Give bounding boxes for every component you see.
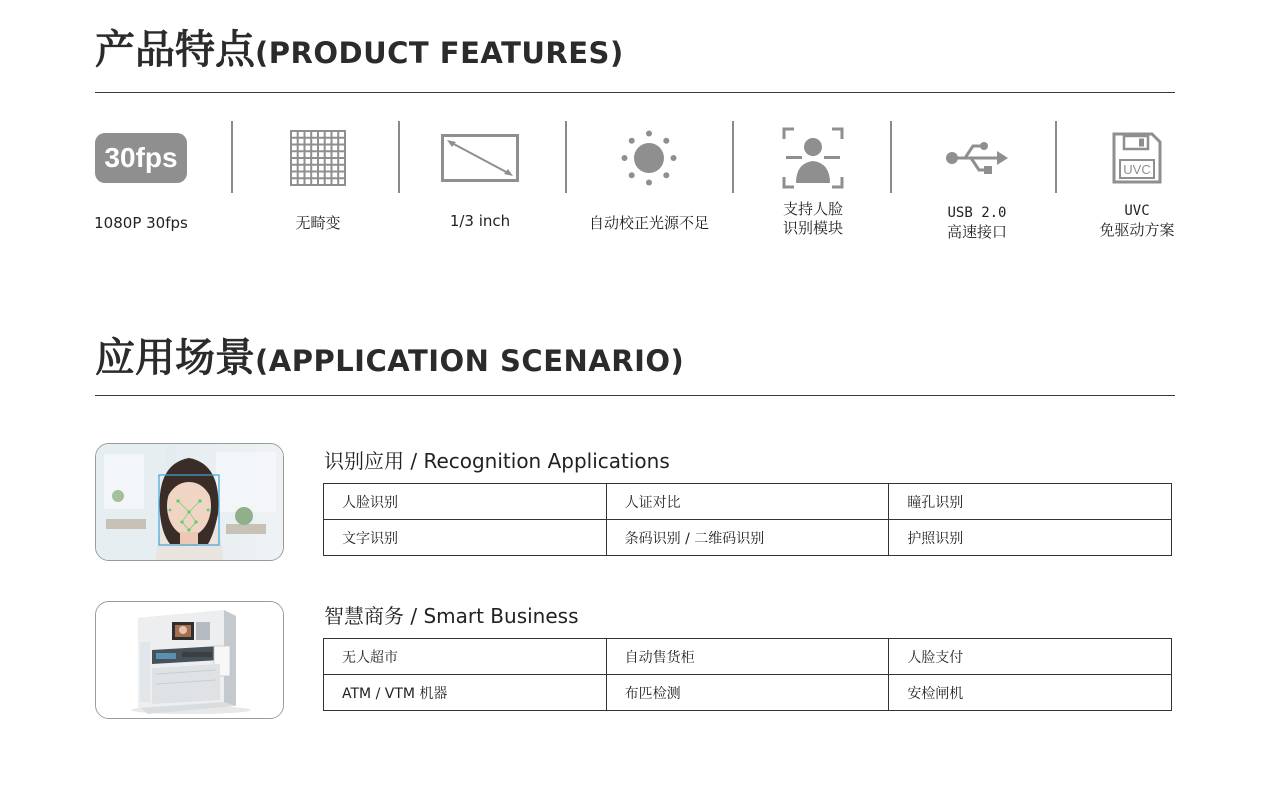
table-row bbox=[324, 520, 1172, 556]
uvc-icon-text: UVC bbox=[1123, 162, 1151, 177]
scenario-title-zh: 应用场景 bbox=[95, 335, 255, 381]
floppy-disk-icon bbox=[1077, 118, 1197, 198]
table-cell: 人脸识别 bbox=[324, 484, 607, 520]
table-row bbox=[324, 639, 1172, 675]
feature-divider bbox=[1055, 121, 1057, 193]
recognition-applications-table bbox=[323, 483, 1172, 556]
table-cell: 护照识别 bbox=[889, 520, 1172, 556]
features-title-en: (PRODUCT FEATURES) bbox=[255, 36, 624, 70]
table-cell: 人证对比 bbox=[606, 484, 889, 520]
feature-label: 1080P 30fps bbox=[94, 214, 188, 232]
usb-icon bbox=[917, 118, 1037, 198]
feature-uvc bbox=[1077, 118, 1197, 240]
30fps-badge-icon bbox=[95, 118, 187, 198]
table-cell: 无人超市 bbox=[324, 639, 607, 675]
table-cell: 自动售货柜 bbox=[606, 639, 889, 675]
face-recognition-photo bbox=[95, 443, 284, 561]
fps-badge: 30fps bbox=[95, 133, 187, 183]
feature-no-distortion bbox=[258, 118, 378, 233]
feature-label-line2: 免驱动方案 bbox=[1099, 221, 1175, 239]
feature-divider bbox=[231, 121, 233, 193]
table-cell: ATM / VTM 机器 bbox=[324, 675, 607, 711]
feature-label: 无畸变 bbox=[295, 214, 341, 232]
feature-30fps bbox=[95, 118, 187, 233]
feature-label-line1: UVC bbox=[1124, 203, 1150, 219]
table-cell: 瞳孔识别 bbox=[889, 484, 1172, 520]
scenario-divider-line bbox=[95, 395, 1175, 396]
table-row bbox=[324, 484, 1172, 520]
smart-business-table bbox=[323, 638, 1172, 711]
table-row bbox=[324, 675, 1172, 711]
table-cell: 人脸支付 bbox=[889, 639, 1172, 675]
feature-usb bbox=[917, 118, 1037, 242]
feature-auto-light bbox=[582, 118, 716, 233]
feature-face-module bbox=[753, 118, 873, 238]
grid-icon bbox=[258, 118, 378, 198]
feature-divider bbox=[732, 121, 734, 193]
features-divider-line bbox=[95, 92, 1175, 93]
feature-divider bbox=[398, 121, 400, 193]
features-section-title bbox=[95, 27, 624, 73]
smart-business-heading: 智慧商务 / Smart Business bbox=[324, 604, 579, 628]
table-cell: 安检闸机 bbox=[889, 675, 1172, 711]
table-cell: 布匹检测 bbox=[606, 675, 889, 711]
feature-sensor-size bbox=[420, 118, 540, 231]
scenario-section-title bbox=[95, 335, 685, 381]
sun-icon bbox=[582, 118, 716, 198]
feature-label-line1: USB 2.0 bbox=[947, 205, 1007, 221]
table-cell: 文字识别 bbox=[324, 520, 607, 556]
feature-label-line2: 识别模块 bbox=[782, 219, 843, 237]
feature-label: 自动校正光源不足 bbox=[588, 214, 709, 232]
scenario-title-en: (APPLICATION SCENARIO) bbox=[255, 344, 685, 378]
feature-label-line1: 支持人脸 bbox=[782, 200, 843, 218]
feature-divider bbox=[890, 121, 892, 193]
feature-label-line2: 高速接口 bbox=[946, 223, 1007, 241]
face-scan-icon bbox=[753, 118, 873, 198]
features-title-zh: 产品特点 bbox=[95, 27, 255, 73]
features-row bbox=[95, 118, 1185, 248]
feature-label: 1/3 inch bbox=[449, 212, 511, 230]
self-service-kiosk-photo bbox=[95, 601, 284, 719]
sensor-diagonal-icon bbox=[420, 118, 540, 198]
table-cell: 条码识别 / 二维码识别 bbox=[606, 520, 889, 556]
recognition-applications-heading: 识别应用 / Recognition Applications bbox=[324, 449, 670, 473]
feature-divider bbox=[565, 121, 567, 193]
